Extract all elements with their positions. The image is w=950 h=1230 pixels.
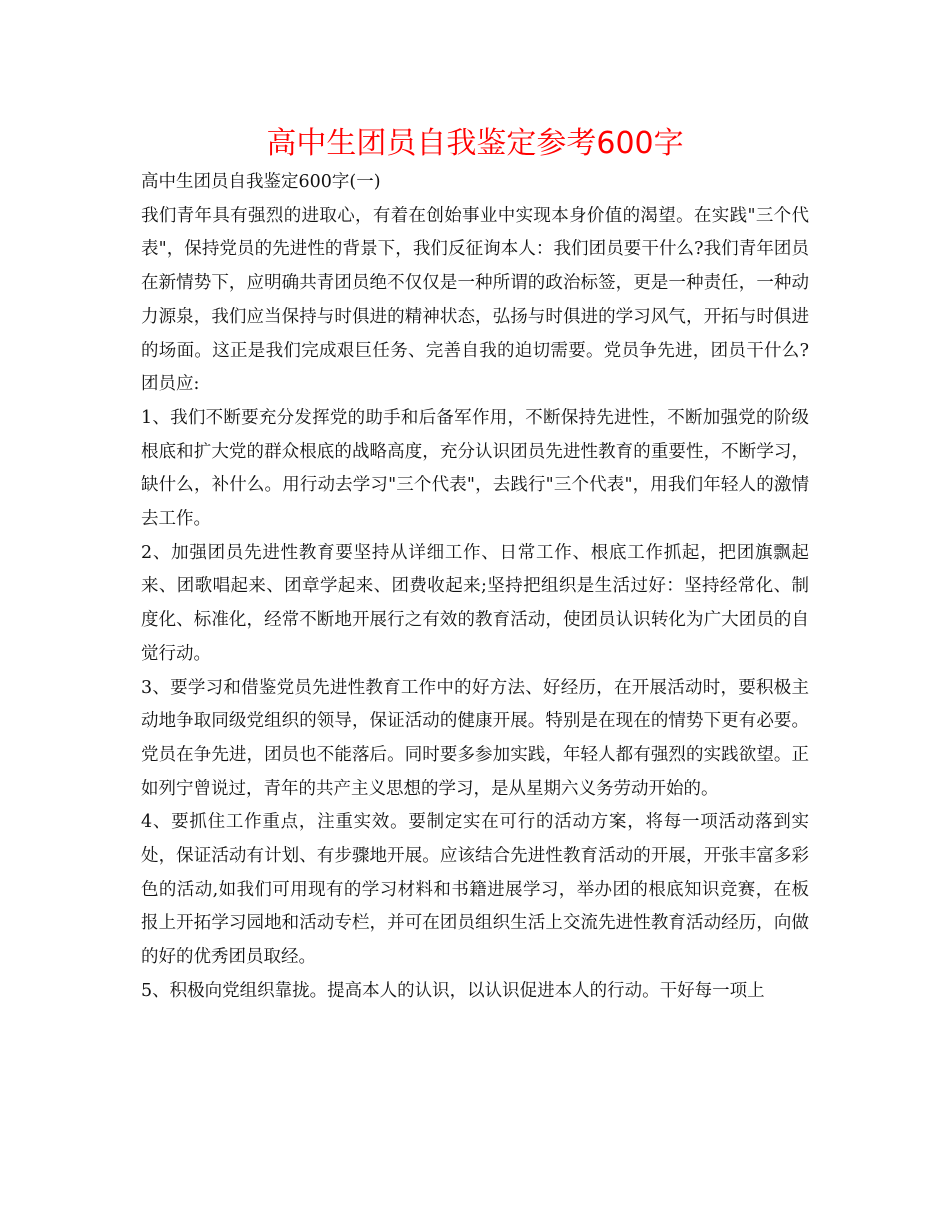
point-1-paragraph: 1、我们不断要充分发挥党的助手和后备军作用，不断保持先进性，不断加强党的阶级根底和扩大党的群众根底的战略高度，充分认识团员先进性教育的重要性，不断学习，缺什么，补什么。用行动去学习"三个代表"，去践行"三个代表"，用我们年轻人的激情去工作。: [141, 407, 809, 530]
intro-paragraph: 我们青年具有强烈的进取心，有着在创始事业中实现本身价值的渴望。在实践"三个代表"，保持党员的先进性的背景下，我们反征询本人：我们团员要干什么?我们青年团员在新情势下，应明确共青团员绝不仅仅是一种所谓的政治标签，更是一种责任，一种动力源泉，我们应当保持与时俱进的精神状态，弘扬与时俱进的学习风气，开拓与时俱进的场面。这正是我们完成艰巨任务、完善自我的迫切需要。党员争先进，团员干什么?团员应:: [141, 205, 809, 395]
point-3-paragraph: 3、要学习和借鉴党员先进性教育工作中的好方法、好经历，在开展活动时，要积极主动地争取同级党组织的领导，保证活动的健康开展。特别是在现在的情势下更有必要。党员在争先进，团员也不能落后。同时要多参加实践，年轻人都有强烈的实践欲望。正如列宁曾说过，青年的共产主义思想的学习，是从星期六义务劳动开始的。: [141, 677, 809, 799]
subtitle-paragraph: 高中生团员自我鉴定600字(一): [141, 172, 381, 192]
document-body: [141, 166, 809, 1009]
point-4-paragraph: 4、要抓住工作重点，注重实效。要制定实在可行的活动方案，将每一项活动落到实处，保证活动有计划、有步骤地开展。应该结合先进性教育活动的开展，开张丰富多彩色的活动,如我们可用现有的学习材料和书籍进展学习，举办团的根底知识竞赛，在板报上开拓学习园地和活动专栏，并可在团员组织生活上交流先进性教育活动经历，向做的好的优秀团员取经。: [141, 812, 809, 968]
point-2-paragraph: 2、加强团员先进性教育要坚持从详细工作、日常工作、根底工作抓起，把团旗飘起来、团歌唱起来、团章学起来、团费收起来;坚持把组织是生活过好：坚持经常化、制度化、标准化，经常不断地开展行之有效的教育活动，使团员认识转化为广大团员的自觉行动。: [141, 542, 809, 664]
point-5-paragraph: 5、积极向党组织靠拢。提高本人的认识，以认识促进本人的行动。干好每一项上: [141, 980, 765, 1001]
document-title: 高中生团员自我鉴定参考600字: [266, 126, 684, 161]
